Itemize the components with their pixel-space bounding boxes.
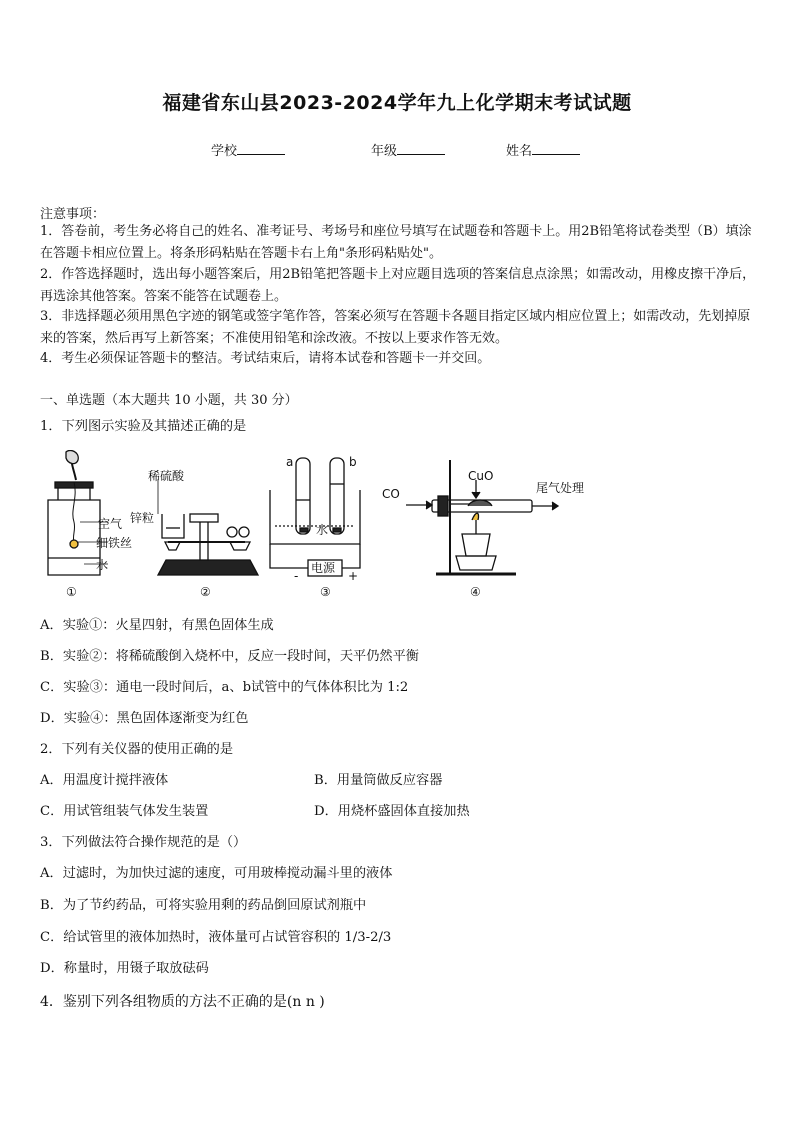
- name-field[interactable]: [506, 140, 580, 159]
- section-title: 一、单选题（本大题共 10 小题，共 30 分）: [40, 393, 298, 408]
- name-blank[interactable]: [532, 142, 580, 155]
- question-2-option-c: C．用试管组装气体发生装置: [40, 804, 209, 819]
- label-power: 电源: [311, 561, 336, 575]
- notice-item: 3．非选择题必须用黑色字迹的钢笔或签字笔作答，答案必须写在答题卡各题目指定区域内相应位置上；如需改动，先划掉原来的答案，然后再写上新答案；不准使用铅笔和涂改液。不按以上要求作答无效。: [40, 309, 751, 346]
- experiment-2-diagram: [158, 480, 258, 575]
- school-label: 学校: [211, 144, 238, 159]
- question-3-option-b: B．为了节约药品，可将实验用剩的药品倒回原试剂瓶中: [40, 898, 367, 913]
- label-dilute-acid: 稀硫酸: [148, 469, 185, 483]
- label-exp-2: ②: [200, 585, 211, 599]
- label-tube-b: b: [349, 455, 357, 469]
- label-exp-1: ①: [66, 585, 77, 599]
- notice-item: 1．答卷前，考生务必将自己的姓名、准考证号、考场号和座位号填写在试题卷和答题卡上。用2B铅笔将试卷类型（B）填涂在答题卡相应位置上。将条形码粘贴在答题卡右上角"条形码粘贴处"。: [40, 224, 752, 261]
- question-1-option-b: B．实验②：将稀硫酸倒入烧杯中，反应一段时间，天平仍然平衡: [40, 649, 419, 664]
- label-plus: +: [348, 569, 359, 583]
- question-1-stem: 1．下列图示实验及其描述正确的是: [40, 419, 247, 434]
- question-1-option-a: A．实验①：火星四射，有黑色固体生成: [40, 618, 274, 633]
- label-iron-wire: 细铁丝: [96, 536, 133, 550]
- grade-field[interactable]: [371, 140, 445, 159]
- experiment-3-diagram: [270, 458, 360, 576]
- label-water-3: 水: [316, 523, 329, 537]
- question-1-option-c: C．实验③：通电一段时间后，a、b试管中的气体体积比为 1:2: [40, 680, 409, 695]
- school-field[interactable]: [211, 140, 285, 159]
- notice-title: 注意事项：: [40, 207, 106, 222]
- notice-item: 2．作答选择题时，选出每小题答案后，用2B铅笔把答题卡上对应题目选项的答案信息点涂黑；如需改动，用橡皮擦干净后，再选涂其他答案。答案不能答在试题卷上。: [40, 267, 756, 304]
- label-cuo: CuO: [468, 469, 494, 483]
- label-co: CO: [382, 487, 400, 501]
- label-zinc: 锌粒: [130, 511, 155, 525]
- experiment-figure: [40, 450, 600, 600]
- question-2-option-a: A．用温度计搅拌液体: [40, 773, 169, 788]
- label-minus: -: [294, 569, 299, 583]
- notice-item: 4．考生必须保证答题卡的整洁。考试结束后，请将本试卷和答题卡一并交回。: [40, 351, 491, 366]
- label-air: 空气: [98, 517, 123, 531]
- experiment-1-diagram: [48, 450, 108, 575]
- question-3-option-c: C．给试管里的液体加热时，液体量可占试管容积的 1/3-2/3: [40, 930, 392, 945]
- label-exp-4: ④: [470, 585, 481, 599]
- label-tube-a: a: [286, 455, 294, 469]
- question-2-option-b: B．用量筒做反应容器: [314, 773, 443, 788]
- grade-label: 年级: [371, 144, 398, 159]
- question-4-stem: 4．鉴别下列各组物质的方法不正确的是(n n ): [40, 994, 325, 1010]
- name-label: 姓名: [506, 144, 533, 159]
- question-2-option-d: D．用烧杯盛固体直接加热: [314, 804, 470, 819]
- question-3-stem: 3．下列做法符合操作规范的是（）: [40, 835, 247, 850]
- page-title: 福建省东山县2023-2024学年九上化学期末考试试题: [162, 92, 632, 114]
- label-tail-gas: 尾气处理: [536, 481, 585, 495]
- grade-blank[interactable]: [397, 142, 445, 155]
- label-water-1: 水: [96, 558, 109, 572]
- question-1-option-d: D．实验④：黑色固体逐渐变为红色: [40, 711, 249, 726]
- school-blank[interactable]: [237, 142, 285, 155]
- question-3-option-a: A．过滤时，为加快过滤的速度，可用玻棒搅动漏斗里的液体: [40, 866, 393, 881]
- question-3-option-d: D．称量时，用镊子取放砝码: [40, 961, 209, 976]
- question-2-stem: 2．下列有关仪器的使用正确的是: [40, 742, 234, 757]
- label-exp-3: ③: [320, 585, 331, 599]
